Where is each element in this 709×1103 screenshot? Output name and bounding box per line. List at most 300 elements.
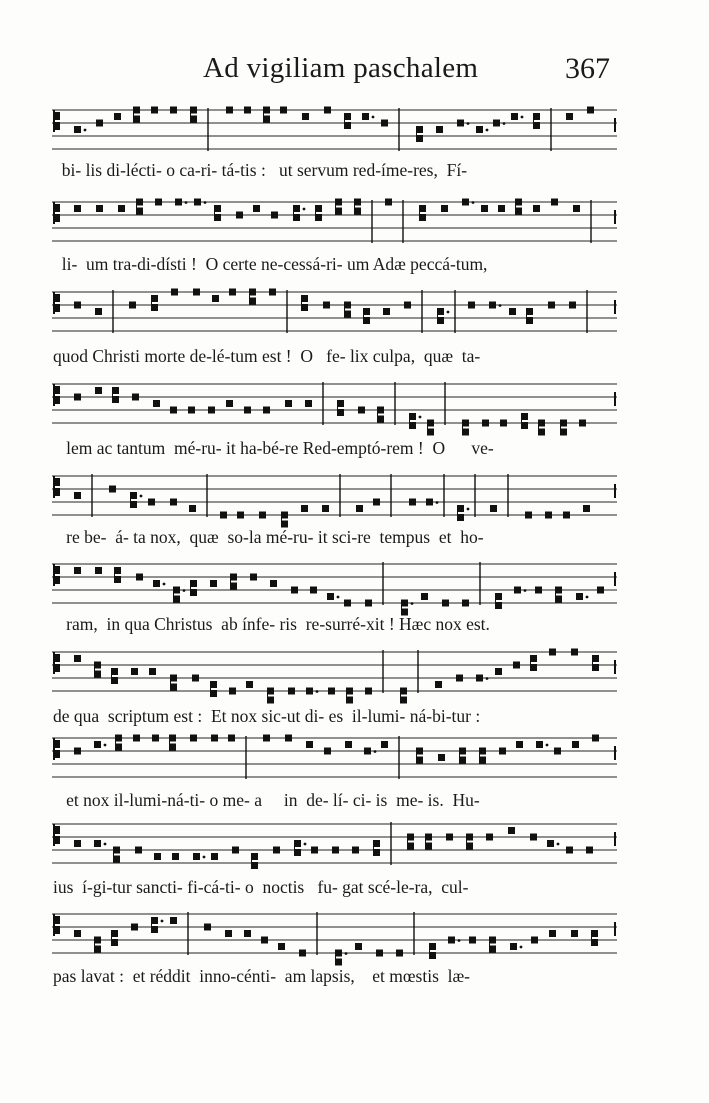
neume-note	[74, 302, 81, 309]
neume-note	[315, 214, 322, 221]
clef-symbol	[53, 914, 60, 936]
neume-note	[337, 409, 344, 416]
neume-note	[269, 289, 276, 296]
neume-note	[115, 744, 122, 751]
chant-staff	[52, 646, 622, 706]
neume-note	[373, 849, 380, 856]
neume-note	[592, 664, 599, 671]
neume-note	[175, 199, 182, 206]
neume-note	[396, 950, 403, 957]
neume-note	[95, 308, 102, 315]
neume-note	[525, 512, 532, 519]
neume-note	[579, 420, 586, 427]
neume-note	[322, 505, 329, 512]
neume-note	[236, 212, 243, 219]
neume-note	[94, 741, 101, 748]
neume-note	[249, 289, 256, 296]
neume-note	[335, 199, 342, 206]
neume-note	[74, 655, 81, 662]
neume-note	[151, 304, 158, 311]
neume-note	[526, 308, 533, 315]
mora-dot	[304, 843, 307, 846]
neume-note	[493, 120, 500, 127]
neume-note	[152, 735, 159, 742]
neume-note	[263, 107, 270, 114]
neume-note	[214, 214, 221, 221]
clef-symbol	[53, 384, 60, 406]
neume-note	[435, 681, 442, 688]
mora-dot	[458, 939, 461, 942]
neume-note	[193, 289, 200, 296]
neume-note	[486, 834, 493, 841]
neume-note	[538, 420, 545, 427]
neume-note	[457, 514, 464, 521]
chant-staff	[52, 908, 622, 968]
chant-staff	[52, 558, 622, 618]
neume-note	[401, 600, 408, 607]
lyric-line: li- um tra-di-dísti ! O certe ne-cessá-ri- um Adæ peccá-tum,	[53, 254, 488, 274]
neume-note	[462, 420, 469, 427]
neume-note	[249, 298, 256, 305]
neume-note	[381, 120, 388, 127]
mora-dot	[436, 501, 439, 504]
neume-note	[225, 930, 232, 937]
neume-note	[251, 862, 258, 869]
neume-note	[510, 943, 517, 950]
neume-note	[365, 688, 372, 695]
neume-note	[476, 675, 483, 682]
clef-symbol	[53, 202, 60, 224]
neume-note	[281, 512, 288, 519]
neume-note	[409, 422, 416, 429]
neume-note	[489, 937, 496, 944]
neume-note	[356, 505, 363, 512]
neume-note	[429, 952, 436, 959]
neume-note	[305, 400, 312, 407]
neume-note	[526, 317, 533, 324]
neume-note	[416, 757, 423, 764]
chant-staff	[52, 286, 622, 346]
neume-note	[538, 429, 545, 436]
lyric-line: re be- á- ta nox, quæ so-la mé-ru- it sci-re tempus et ho-	[53, 527, 484, 547]
neume-note	[437, 308, 444, 315]
mora-dot	[185, 201, 188, 204]
neume-note	[335, 208, 342, 215]
neume-note	[427, 429, 434, 436]
mora-dot	[161, 920, 164, 923]
neume-note	[521, 413, 528, 420]
chant-staff	[52, 196, 622, 256]
neume-note	[170, 499, 177, 506]
neume-note	[438, 754, 445, 761]
neume-note	[74, 930, 81, 937]
neume-note	[94, 840, 101, 847]
neume-note	[591, 939, 598, 946]
neume-note	[151, 295, 158, 302]
neume-note	[173, 596, 180, 603]
neume-note	[112, 387, 119, 394]
neume-note	[376, 950, 383, 957]
neume-note	[259, 512, 266, 519]
neume-note	[513, 662, 520, 669]
neume-note	[273, 847, 280, 854]
neume-note	[419, 214, 426, 221]
custos-mark	[614, 118, 616, 132]
neume-note	[301, 304, 308, 311]
neume-note	[250, 574, 257, 581]
neume-note	[261, 937, 268, 944]
mora-dot	[84, 129, 87, 132]
neume-note	[94, 937, 101, 944]
neume-note	[130, 492, 137, 499]
neume-note	[153, 400, 160, 407]
lyric-line: ram, in qua Christus ab ínfe- ris re-surré-xit ! Hæc nox est.	[53, 614, 490, 634]
neume-note	[112, 396, 119, 403]
neume-note	[572, 741, 579, 748]
neume-note	[149, 668, 156, 675]
neume-note	[251, 853, 258, 860]
neume-note	[573, 205, 580, 212]
neume-note	[301, 505, 308, 512]
chant-staff	[52, 470, 622, 530]
custos-mark	[614, 210, 616, 224]
lyric-line: et nox il-lumi-ná-ti- o me- a in de- lí- ci- is me- is. Hu-	[53, 790, 480, 810]
neume-note	[332, 847, 339, 854]
custos-mark	[614, 572, 616, 586]
mora-dot	[447, 311, 450, 314]
neume-note	[500, 420, 507, 427]
neume-note	[459, 748, 466, 755]
neume-note	[346, 697, 353, 704]
neume-note	[230, 583, 237, 590]
neume-note	[597, 587, 604, 594]
neume-note	[530, 834, 537, 841]
neume-note	[346, 688, 353, 695]
neume-note	[155, 199, 162, 206]
lyric-line: bi- lis di-lécti- o ca-ri- tá-tis : ut servum red-íme-res, Fí-	[53, 160, 468, 180]
neume-note	[549, 930, 556, 937]
chant-staff	[52, 104, 622, 164]
mora-dot	[503, 122, 506, 125]
lyric-line: ius í-gi-tur sancti- fi-cá-ti- o noctis fu- gat scé-le-ra, cul-	[53, 877, 469, 897]
neume-note	[363, 317, 370, 324]
neume-note	[466, 843, 473, 850]
neume-note	[482, 420, 489, 427]
neume-note	[545, 512, 552, 519]
mora-dot	[183, 589, 186, 592]
mora-dot	[467, 122, 470, 125]
neume-note	[136, 574, 143, 581]
neume-note	[335, 950, 342, 957]
neume-note	[377, 416, 384, 423]
neume-note	[466, 834, 473, 841]
neume-note	[560, 429, 567, 436]
neume-note	[324, 748, 331, 755]
page-number: 367	[565, 52, 610, 85]
neume-note	[212, 295, 219, 302]
neume-note	[563, 512, 570, 519]
neume-note	[190, 116, 197, 123]
neume-note	[263, 735, 270, 742]
neume-note	[113, 847, 120, 854]
neume-note	[74, 567, 81, 574]
neume-note	[354, 199, 361, 206]
neume-note	[533, 113, 540, 120]
mora-dot	[303, 208, 306, 211]
neume-note	[111, 668, 118, 675]
neume-note	[133, 735, 140, 742]
neume-note	[131, 924, 138, 931]
neume-note	[442, 600, 449, 607]
mora-dot	[316, 690, 319, 693]
neume-note	[226, 107, 233, 114]
neume-note	[576, 593, 583, 600]
neume-note	[490, 505, 497, 512]
neume-note	[495, 602, 502, 609]
neume-note	[118, 205, 125, 212]
neume-note	[551, 199, 558, 206]
clef-symbol	[53, 110, 60, 132]
neume-note	[355, 943, 362, 950]
neume-note	[148, 499, 155, 506]
neume-note	[400, 688, 407, 695]
neume-note	[288, 688, 295, 695]
custos-mark	[614, 922, 616, 936]
clef-symbol	[53, 824, 60, 846]
neume-note	[130, 501, 137, 508]
neume-note	[302, 113, 309, 120]
neume-note	[136, 208, 143, 215]
neume-note	[154, 853, 161, 860]
neume-note	[95, 387, 102, 394]
lyric-line: de qua scriptum est : Et nox sic-ut di- es il-lumi- ná-bi-tur :	[53, 706, 481, 726]
custos-mark	[614, 300, 616, 314]
neume-note	[419, 205, 426, 212]
chant-staff	[52, 378, 622, 438]
mora-dot	[520, 946, 523, 949]
neume-note	[306, 741, 313, 748]
neume-note	[425, 843, 432, 850]
neume-note	[310, 587, 317, 594]
neume-note	[271, 212, 278, 219]
neume-note	[566, 847, 573, 854]
neume-note	[208, 407, 215, 414]
mora-dot	[374, 750, 377, 753]
neume-note	[151, 926, 158, 933]
neume-note	[327, 593, 334, 600]
neume-note	[172, 853, 179, 860]
neume-note	[592, 735, 599, 742]
neume-note	[135, 847, 142, 854]
neume-note	[151, 107, 158, 114]
page-header	[0, 48, 709, 88]
neume-note	[267, 697, 274, 704]
neume-note	[571, 649, 578, 656]
neume-note	[495, 668, 502, 675]
neume-note	[170, 107, 177, 114]
neume-note	[74, 748, 81, 755]
neume-note	[521, 422, 528, 429]
neume-note	[531, 937, 538, 944]
neume-note	[536, 741, 543, 748]
neume-note	[132, 394, 139, 401]
neume-note	[364, 748, 371, 755]
neume-note	[114, 567, 121, 574]
neume-note	[214, 205, 221, 212]
neume-note	[114, 576, 121, 583]
neume-note	[535, 587, 542, 594]
neume-note	[111, 939, 118, 946]
neume-note	[244, 407, 251, 414]
neume-note	[516, 741, 523, 748]
neume-note	[113, 856, 120, 863]
neume-note	[109, 486, 116, 493]
neume-note	[446, 834, 453, 841]
neume-note	[285, 735, 292, 742]
neume-note	[344, 311, 351, 318]
neume-note	[549, 649, 556, 656]
neume-note	[188, 407, 195, 414]
neume-note	[190, 589, 197, 596]
mora-dot	[467, 508, 470, 511]
neume-note	[548, 302, 555, 309]
neume-note	[311, 847, 318, 854]
neume-note	[293, 205, 300, 212]
neume-note	[530, 655, 537, 662]
neume-note	[426, 499, 433, 506]
neume-note	[133, 107, 140, 114]
mora-dot	[411, 602, 414, 605]
neume-note	[190, 580, 197, 587]
mora-dot	[586, 596, 589, 599]
neume-note	[547, 840, 554, 847]
custos-mark	[614, 832, 616, 846]
mora-dot	[140, 495, 143, 498]
custos-mark	[614, 746, 616, 760]
neume-note	[383, 308, 390, 315]
neume-note	[190, 735, 197, 742]
neume-note	[462, 199, 469, 206]
neume-note	[210, 690, 217, 697]
neume-note	[468, 302, 475, 309]
mora-dot	[546, 744, 549, 747]
neume-note	[409, 499, 416, 506]
neume-note	[194, 199, 201, 206]
neume-note	[344, 113, 351, 120]
neume-note	[192, 675, 199, 682]
neume-note	[253, 205, 260, 212]
neume-note	[377, 407, 384, 414]
neume-note	[220, 512, 227, 519]
neume-note	[416, 135, 423, 142]
mora-dot	[521, 116, 524, 119]
clef-symbol	[53, 292, 60, 314]
neume-note	[170, 684, 177, 691]
neume-note	[479, 748, 486, 755]
neume-note	[94, 662, 101, 669]
mora-dot	[486, 129, 489, 132]
chant-staff	[52, 818, 622, 878]
neume-note	[94, 946, 101, 953]
neume-note	[133, 116, 140, 123]
neume-note	[280, 107, 287, 114]
mora-dot	[345, 952, 348, 955]
neume-note	[354, 208, 361, 215]
neume-note	[232, 847, 239, 854]
neume-note	[263, 407, 270, 414]
neume-note	[328, 688, 335, 695]
neume-note	[230, 574, 237, 581]
neume-note	[153, 580, 160, 587]
neume-note	[456, 675, 463, 682]
neume-note	[229, 688, 236, 695]
neume-note	[429, 943, 436, 950]
neume-note	[293, 214, 300, 221]
neume-note	[229, 289, 236, 296]
neume-note	[228, 735, 235, 742]
mora-dot	[372, 116, 375, 119]
neume-note	[457, 505, 464, 512]
neume-note	[436, 126, 443, 133]
neume-note	[489, 302, 496, 309]
neume-note	[170, 675, 177, 682]
neume-note	[365, 600, 372, 607]
neume-note	[571, 930, 578, 937]
neume-note	[173, 587, 180, 594]
neume-note	[301, 295, 308, 302]
neume-note	[74, 492, 81, 499]
custos-mark	[614, 484, 616, 498]
clef-symbol	[53, 652, 60, 674]
neume-note	[278, 943, 285, 950]
neume-note	[459, 757, 466, 764]
neume-note	[95, 567, 102, 574]
neume-note	[270, 580, 277, 587]
neume-note	[569, 302, 576, 309]
mora-dot	[163, 583, 166, 586]
neume-note	[462, 600, 469, 607]
neume-note	[352, 847, 359, 854]
neume-note	[267, 688, 274, 695]
neume-note	[74, 840, 81, 847]
neume-note	[555, 587, 562, 594]
mora-dot	[104, 744, 107, 747]
neume-note	[479, 757, 486, 764]
custos-mark	[614, 392, 616, 406]
neume-note	[530, 664, 537, 671]
neume-note	[385, 199, 392, 206]
neume-note	[170, 917, 177, 924]
neume-note	[111, 677, 118, 684]
neume-note	[324, 107, 331, 114]
neume-note	[457, 120, 464, 127]
neume-note	[515, 199, 522, 206]
neume-note	[421, 593, 428, 600]
neume-note	[129, 302, 136, 309]
neume-note	[151, 917, 158, 924]
neume-note	[481, 205, 488, 212]
neume-note	[226, 400, 233, 407]
mora-dot	[104, 843, 107, 846]
neume-note	[131, 668, 138, 675]
mora-dot	[203, 856, 206, 859]
neume-note	[193, 853, 200, 860]
neume-note	[291, 587, 298, 594]
neume-note	[495, 593, 502, 600]
neume-note	[554, 748, 561, 755]
chant-staff	[52, 732, 622, 792]
neume-note	[169, 735, 176, 742]
